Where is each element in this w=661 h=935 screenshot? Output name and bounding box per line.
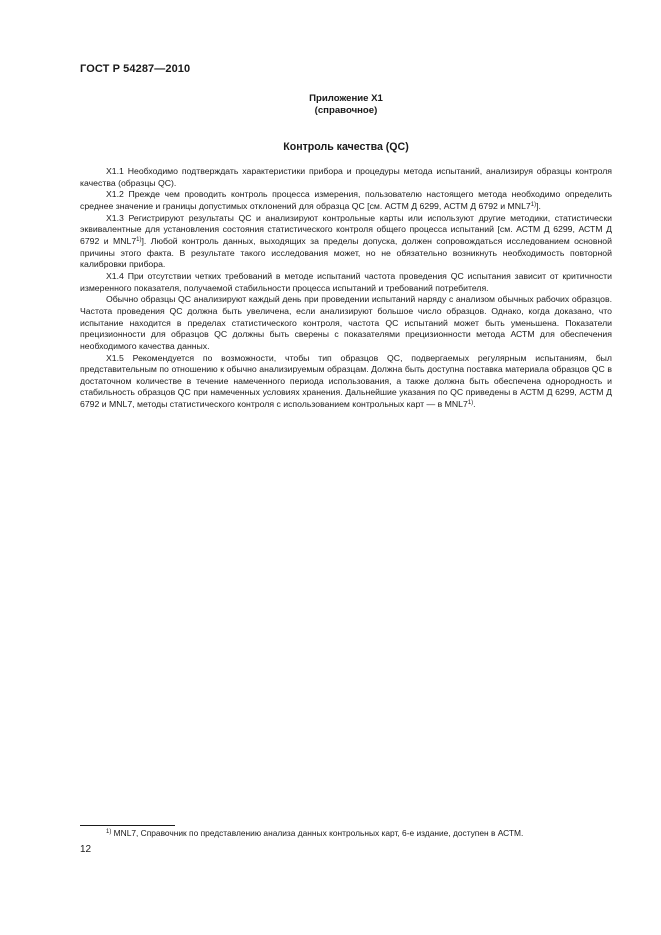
section-title: Контроль качества (QC) xyxy=(283,141,409,153)
paragraph-x1-1: Х1.1 Необходимо подтверждать характеристики прибора и процедуры метода испытаний, анализируя образцы контроля качества (образцы QC). xyxy=(80,166,612,188)
paragraph-x1-4-cont: Обычно образцы QC анализируют каждый день при проведении испытаний наряду с анализом обычных рабочих образцов. Частота проведения QC должна быть увеличена, если анализируют большое число образцов. Однако, когда доказано, что испытание находится в пределах статистического контроля, частота QC испытаний может быть уменьшена. Показатели прецизионности для образцов QC должны быть сверены с показателями прецизионности метода АСТМ для обеспечения необходимого качества данных. xyxy=(80,294,612,351)
footnote-ref: 1) xyxy=(136,236,142,243)
annex-label: Приложение Х1 xyxy=(309,93,383,104)
footnote-text: MNL7, Справочник по представлению анализа данных контрольных карт, 6-е издание, доступен в АСТМ. xyxy=(111,828,524,838)
footnote-ref: 1) xyxy=(530,201,537,208)
annex-heading xyxy=(80,93,612,117)
paragraph-x1-2: Х1.2 Прежде чем проводить контроль процесса измерения, пользователю настоящего метода необходимо определить среднее значение и границы допустимых отклонений для образца QC [см. АСТМ Д 6299, АСТМ Д 6792 и MNL7$^{1)}$]. xyxy=(80,189,612,211)
page-number: 12 xyxy=(80,844,92,855)
footnote-ref: 1) xyxy=(467,400,474,407)
footnote-mark: 1) xyxy=(106,829,112,835)
paragraph-x1-3: Х1.3 Регистрируют результаты QC и анализируют контрольные карты или используют другие методики, статистически эквивалентные для установления состояния статистического контроля общего процесса испытаний [см. АСТМ Д 6299, АСТМ Д 6792 и MNL7$^{1)}$]. Любой контроль данных, выходящих за пределы допуска, должен сопровождаться исследованием основной причины этого факта. В результате такого исследования может, но не обязательно возникнуть необходимость повторной калибровки прибора. xyxy=(80,212,612,270)
paragraph-x1-5: Х1.5 Рекомендуется по возможности, чтобы тип образцов QC, подвергаемых регулярным испытаниям, был представительным по отношению к обычно анализируемым образцам. Должна быть доступна поставка материала образцов QC в достаточном количестве в течение намеченного периода использования, а также должна быть обеспечена однородность и стабильность образцов QC при намеченных условиях хранения. Дальнейшие указания по QC приведены в АСТМ Д 6299, АСТМ Д 6792 и MNL7, методы статистического контроля с использованием контрольных карт — в MNL7$^{1)}$. xyxy=(80,352,612,410)
standard-header: ГОСТ Р 54287—2010 xyxy=(80,63,191,75)
annex-kind: (справочное) xyxy=(314,105,378,116)
footnote-separator xyxy=(80,825,175,826)
body-text xyxy=(80,166,612,411)
paragraph-x1-4: Х1.4 При отсутствии четких требований в методе испытаний частота проведения QC испытания зависит от критичности измеренного показателя, получаемой стабильности процесса испытаний и требований потребителя. xyxy=(80,270,612,293)
footnote xyxy=(80,828,612,838)
